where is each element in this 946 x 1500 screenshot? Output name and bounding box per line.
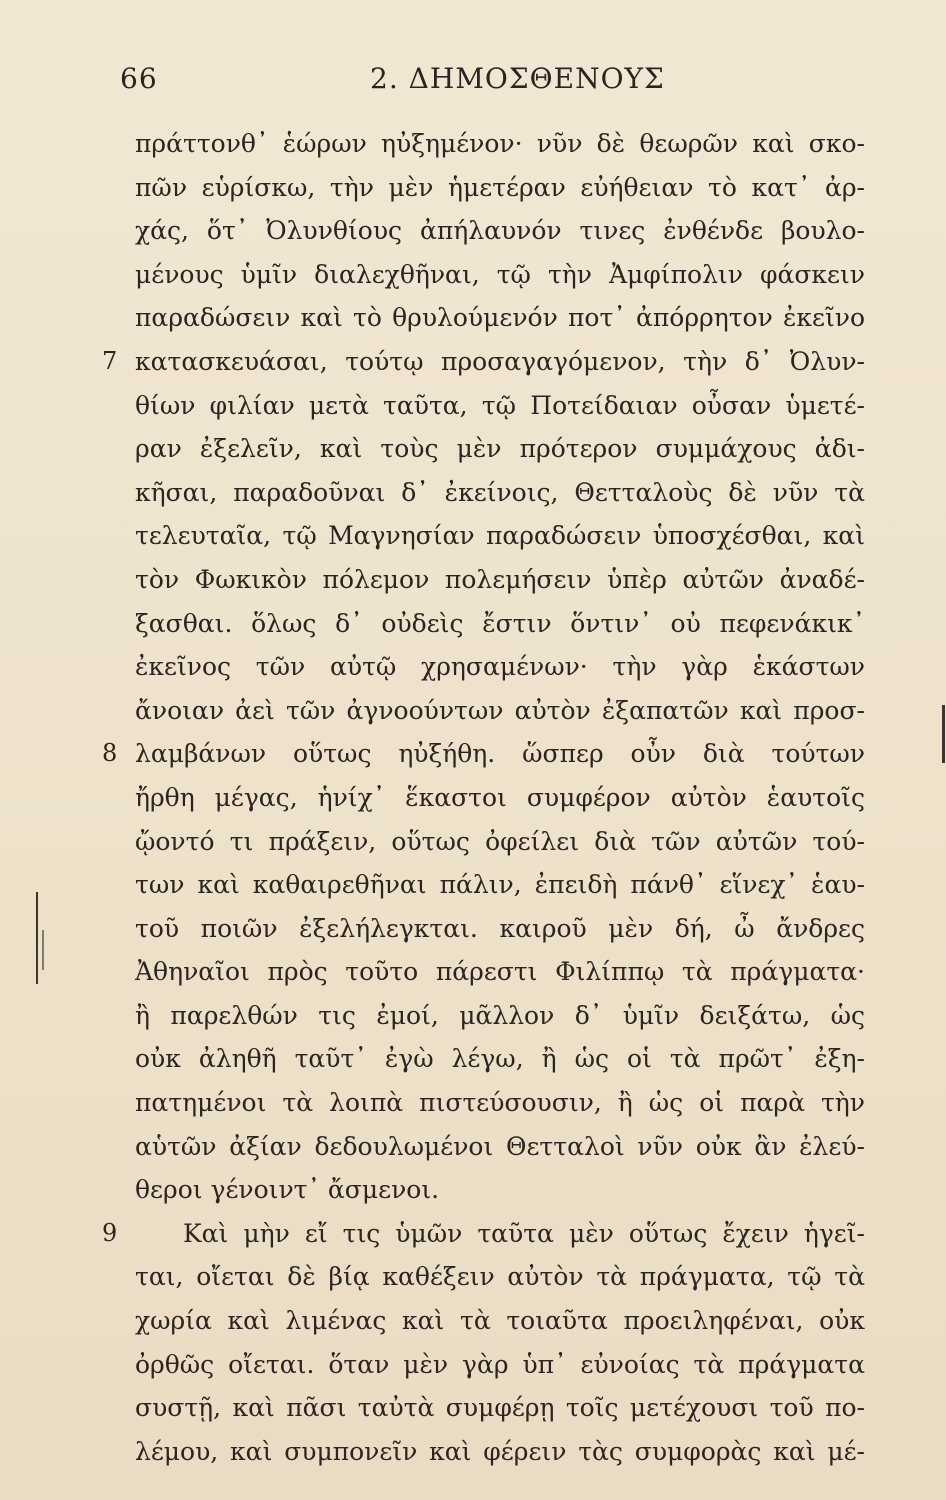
line-text: των καὶ καθαιρεθῆναι πάλιν, ἐπειδὴ πάνθ᾽ εἵνεχ᾽ ἑαυ- [135, 870, 865, 900]
text-line [135, 994, 865, 1038]
line-text: πῶν εὑρίσκω, τὴν μὲν ἡμετέραν εὐήθειαν τὸ κατ᾽ ἀρ- [135, 172, 865, 202]
text-line [135, 776, 865, 820]
text-line [135, 1081, 865, 1125]
text-line [135, 645, 865, 689]
line-text: πατημένοι τὰ λοιπὰ πιστεύσουσιν, ἢ ὡς οἱ παρὰ τὴν [135, 1088, 865, 1118]
text-line [135, 427, 865, 471]
text-line [135, 1430, 865, 1474]
margin-mark [36, 892, 38, 984]
text-line [135, 296, 865, 340]
page-header [120, 62, 806, 102]
line-text: χάς, ὅτ᾽ Ὀλυνθίους ἀπήλαυνόν τινες ἐνθένδε βουλο- [135, 216, 865, 246]
line-text: μένους ὑμῖν διαλεχθῆναι, τῷ τὴν Ἀμφίπολιν φάσκειν [135, 259, 865, 289]
line-text: ᾤοντό τι πράξειν, οὕτως ὀφείλει διὰ τῶν αὐτῶν τού- [135, 826, 865, 856]
line-text: ραν ἐξελεῖν, καὶ τοὺς μὲν πρότερον συμμάχους ἀδι- [135, 434, 865, 464]
text-line [135, 1386, 865, 1430]
line-text: λαμβάνων οὕτως ηὐξήθη. ὥσπερ οὖν διὰ τούτων [135, 739, 865, 769]
line-text: ἢ παρελθών τις ἐμοί, μᾶλλον δ᾽ ὑμῖν δειξάτω, ὡς [135, 1000, 865, 1030]
running-head: 2. ΔΗΜΟΣΘΕΝΟΥΣ [370, 62, 665, 95]
text-line [135, 1299, 865, 1343]
line-text: ξασθαι. ὅλως δ᾽ οὐδεὶς ἔστιν ὅντιν᾽ οὐ πεφενάκικ᾽ [135, 608, 865, 638]
line-text: συστῇ, καὶ πᾶσι ταὐτὰ συμφέρῃ τοῖς μετέχουσι τοῦ πο- [135, 1393, 865, 1423]
text-line [135, 1168, 865, 1212]
page-number: 66 [120, 62, 158, 95]
text-line [135, 950, 865, 994]
body-text [102, 122, 865, 1473]
text-line [135, 907, 865, 951]
text-line [135, 514, 865, 558]
margin-mark [42, 930, 44, 970]
line-text: θεροι γένοιντ᾽ ἄσμενοι. [135, 1175, 440, 1205]
line-text: λέμου, καὶ συμπονεῖν καὶ φέρειν τὰς συμφορὰς καὶ μέ- [135, 1436, 865, 1466]
line-text: τελευταῖα, τῷ Μαγνησίαν παραδώσειν ὑποσχέσθαι, καὶ [135, 521, 865, 551]
text-line [135, 384, 865, 428]
line-text: ἄνοιαν ἀεὶ τῶν ἀγνοούντων αὐτὸν ἐξαπατῶν καὶ προσ- [135, 695, 865, 725]
text-line [135, 471, 865, 515]
line-text: ἐκεῖνος τῶν αὐτῷ χρησαμένων· τὴν γὰρ ἑκάστων [135, 652, 865, 682]
line-text: ἤρθη μέγας, ἡνίχ᾽ ἕκαστοι συμφέρον αὐτὸν ἑαυτοῖς [135, 782, 865, 812]
line-text: ται, οἴεται δὲ βίᾳ καθέξειν αὐτὸν τὰ πράγματα, τῷ τὰ [135, 1262, 865, 1292]
text-line [135, 1037, 865, 1081]
section-number: 9 [102, 1218, 118, 1247]
section-number: 8 [102, 739, 118, 768]
margin-mark [942, 705, 945, 763]
line-text: θίων φιλίαν μετὰ ταῦτα, τῷ Ποτείδαιαν οὖσαν ὑμετέ- [135, 390, 865, 420]
text-line [135, 1343, 865, 1387]
line-text: οὐκ ἀληθῆ ταῦτ᾽ ἐγὼ λέγω, ἢ ὡς οἱ τὰ πρῶτ᾽ ἐξη- [135, 1044, 865, 1074]
text-line [102, 732, 865, 776]
line-text: Καὶ μὴν εἴ τις ὑμῶν ταῦτα μὲν οὕτως ἔχειν ἡγεῖ- [183, 1218, 865, 1248]
line-text: κατασκευάσαι, τούτῳ προσαγαγόμενον, τὴν δ᾽ Ὀλυν- [135, 346, 865, 376]
text-line [135, 558, 865, 602]
text-line [135, 1125, 865, 1169]
text-line [135, 863, 865, 907]
text-line [135, 689, 865, 733]
line-text: πράττονθ᾽ ἑώρων ηὐξημένον· νῦν δὲ θεωρῶν καὶ σκο- [135, 129, 865, 158]
text-line [135, 253, 865, 297]
text-line [135, 166, 865, 210]
text-line [102, 1212, 865, 1256]
line-text: κῆσαι, παραδοῦναι δ᾽ ἐκείνοις, Θετταλοὺς δὲ νῦν τὰ [135, 477, 865, 507]
text-line [135, 820, 865, 864]
line-text: Ἀθηναῖοι πρὸς τοῦτο πάρεστι Φιλίππῳ τὰ πράγματα· [135, 957, 865, 987]
line-text: παραδώσειν καὶ τὸ θρυλούμενόν ποτ᾽ ἀπόρρητον ἐκεῖνο [135, 303, 865, 333]
text-line [135, 1255, 865, 1299]
line-text: ὀρθῶς οἴεται. ὅταν μὲν γὰρ ὑπ᾽ εὐνοίας τὰ πράγματα [135, 1349, 865, 1379]
line-text: αὑτῶν ἀξίαν δεδουλωμένοι Θετταλοὶ νῦν οὐκ ἂν ἐλεύ- [135, 1131, 865, 1161]
text-line [135, 602, 865, 646]
text-line [102, 340, 865, 384]
line-text: τοῦ ποιῶν ἐξελήλεγκται. καιροῦ μὲν δή, ὦ ἄνδρες [135, 913, 865, 943]
line-text: τὸν Φωκικὸν πόλεμον πολεμήσειν ὑπὲρ αὐτῶν ἀναδέ- [135, 564, 865, 594]
section-number: 7 [102, 346, 118, 375]
text-line [135, 122, 865, 166]
text-line [135, 209, 865, 253]
line-text: χωρία καὶ λιμένας καὶ τὰ τοιαῦτα προειληφέναι, οὐκ [135, 1306, 865, 1336]
